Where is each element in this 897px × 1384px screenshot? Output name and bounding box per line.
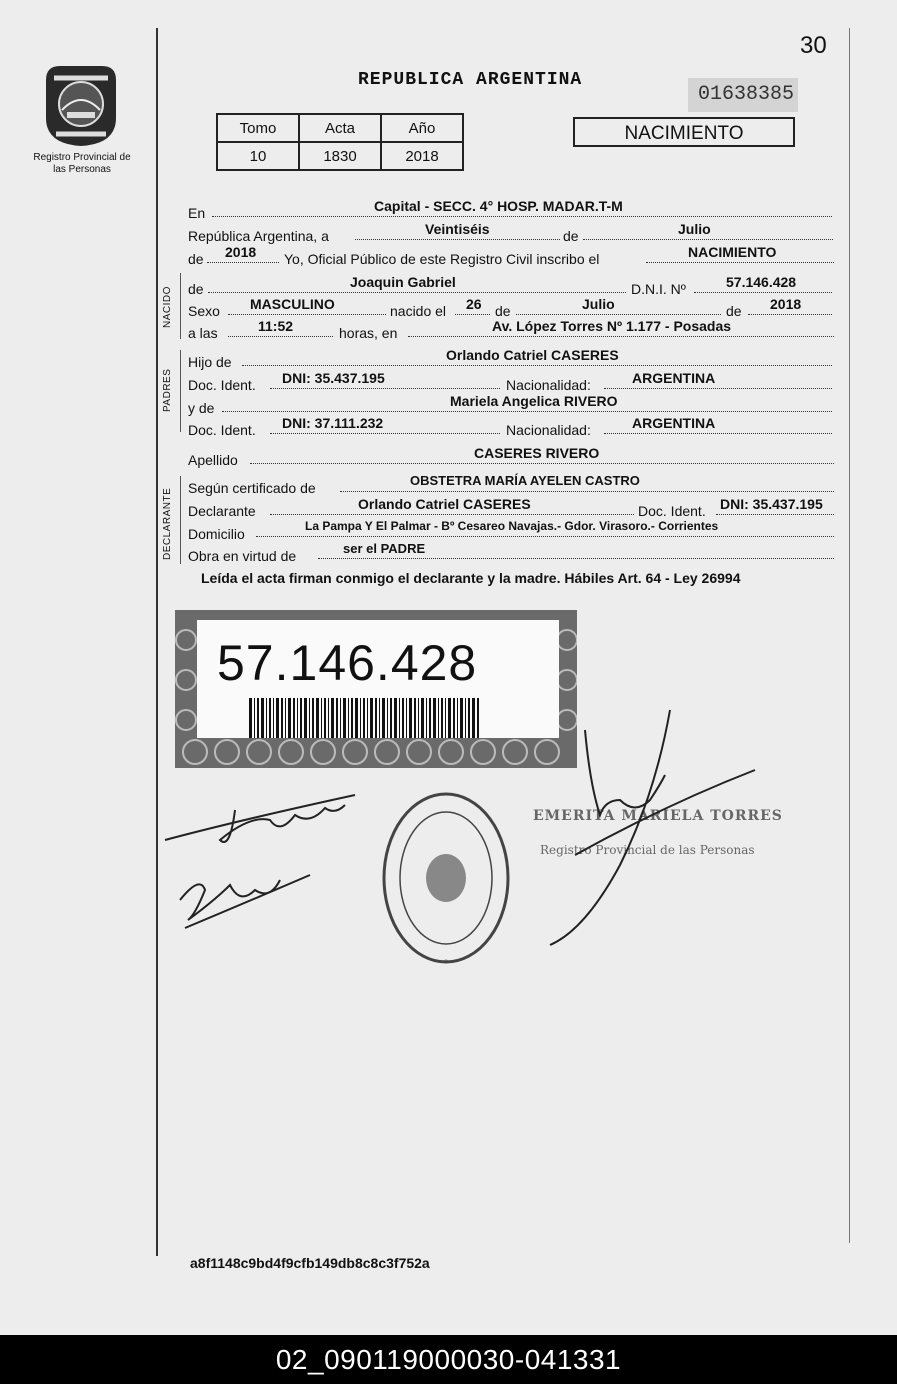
value-certificado: OBSTETRA MARÍA AYELEN CASTRO xyxy=(410,473,640,488)
value-lugar-nac: Av. López Torres Nº 1.177 - Posadas xyxy=(492,318,732,334)
label-doc1: Doc. Ident. xyxy=(188,377,256,393)
value-padre-doc: DNI: 35.437.195 xyxy=(282,370,385,386)
label-dni: D.N.I. Nº xyxy=(631,281,686,297)
label-de: de xyxy=(563,228,579,244)
serial-number: 01638385 xyxy=(688,78,798,112)
province-crest-icon xyxy=(40,60,122,148)
label-hijo-de: Hijo de xyxy=(188,354,232,370)
label-sexo: Sexo xyxy=(188,303,220,319)
value-lugar: Capital - SECC. 4° HOSP. MADAR.T-M xyxy=(374,198,623,214)
label-declarante: Declarante xyxy=(188,503,256,519)
value-padre: Orlando Catriel CASERES xyxy=(446,347,619,363)
footer-code: 02_090119000030-041331 xyxy=(0,1335,897,1384)
side-label-nacido: NACIDO xyxy=(162,286,173,328)
official-name: EMERITA MARIELA TORRES xyxy=(533,808,783,824)
value-dni: 57.146.428 xyxy=(726,274,797,290)
left-margin-line xyxy=(156,28,158,1256)
act-type-box: NACIMIENTO xyxy=(573,117,795,147)
value-dia-letras: Veintiséis xyxy=(425,221,490,237)
header-ano: Año xyxy=(381,114,463,142)
label-de-anio: de xyxy=(726,303,742,319)
value-anio-nac: 2018 xyxy=(770,296,802,312)
side-label-padres: PADRES xyxy=(162,368,173,412)
side-label-declarante: DECLARANTE xyxy=(162,487,173,560)
value-anio: 2018 xyxy=(225,244,257,260)
value-sexo: MASCULINO xyxy=(250,296,335,312)
header-tomo: Tomo xyxy=(217,114,299,142)
label-a-las: a las xyxy=(188,325,218,341)
official-title: Registro Provincial de las Personas xyxy=(540,843,755,857)
sticker-label xyxy=(197,620,559,738)
closing-text: Leída el acta firman conmigo el declarante y la madre. Hábiles Art. 64 - Ley 26994 xyxy=(201,570,741,586)
label-obra: Obra en virtud de xyxy=(188,548,297,564)
page-number: 30 xyxy=(800,32,827,59)
barcode-icon xyxy=(249,698,479,738)
value-domicilio: La Pampa Y El Palmar - Bº Cesareo Navajas.- Gdor. Virasoro.- Corrientes xyxy=(305,519,719,533)
label-nac1: Nacionalidad: xyxy=(506,377,591,393)
svg-text:*: * xyxy=(444,958,448,969)
label-nac2: Nacionalidad: xyxy=(506,422,591,438)
value-tomo: 10 xyxy=(217,142,299,170)
value-mes: Julio xyxy=(678,221,711,237)
value-ano: 2018 xyxy=(381,142,463,170)
label-yo: Yo, Oficial Público de este Registro Civil inscribo el xyxy=(284,251,600,267)
label-nacido: nacido el xyxy=(390,303,447,319)
right-margin-line xyxy=(849,28,850,1243)
tomo-acta-ano-table xyxy=(216,113,464,171)
document-hash: a8f1148c9bd4f9cfb149db8c8c3f752a xyxy=(190,1255,430,1271)
label-apellido: Apellido xyxy=(188,452,238,468)
label-de-mes: de xyxy=(495,303,511,319)
value-madre-nac: ARGENTINA xyxy=(632,415,716,431)
value-hora: 11:52 xyxy=(258,318,294,334)
value-obra: ser el PADRE xyxy=(343,541,426,556)
value-padre-nac: ARGENTINA xyxy=(632,370,716,386)
value-mes-nac: Julio xyxy=(582,296,615,312)
value-inscribe: NACIMIENTO xyxy=(688,244,777,260)
label-horas: horas, en xyxy=(339,325,398,341)
sticker-dni-number: 57.146.428 xyxy=(217,635,478,691)
label-domicilio: Domicilio xyxy=(188,526,245,542)
value-declarante: Orlando Catriel CASERES xyxy=(358,496,531,512)
registry-label: Registro Provincial de las Personas xyxy=(33,152,131,175)
value-apellido: CASERES RIVERO xyxy=(474,445,600,461)
document-title: REPUBLICA ARGENTINA xyxy=(358,70,583,90)
official-stamp-icon xyxy=(378,790,514,970)
value-declarante-doc: DNI: 35.437.195 xyxy=(720,496,823,512)
declarant-signature-icon xyxy=(160,780,370,940)
header-acta: Acta xyxy=(299,114,381,142)
value-dia: 26 xyxy=(466,296,482,312)
value-madre-doc: DNI: 37.111.232 xyxy=(282,415,384,431)
official-signature-icon xyxy=(545,705,760,950)
label-de2: de xyxy=(188,251,204,267)
dni-sticker xyxy=(175,610,577,768)
value-madre: Mariela Angelica RIVERO xyxy=(450,393,618,409)
label-doc2: Doc. Ident. xyxy=(188,422,256,438)
label-en: En xyxy=(188,205,206,221)
label-de-nombre: de xyxy=(188,281,204,297)
label-doc3: Doc. Ident. xyxy=(638,503,706,519)
label-republica: República Argentina, a xyxy=(188,228,329,244)
value-acta: 1830 xyxy=(299,142,381,170)
label-segun: Según certificado de xyxy=(188,480,316,496)
value-nombre: Joaquin Gabriel xyxy=(350,274,456,290)
label-y-de: y de xyxy=(188,400,215,416)
